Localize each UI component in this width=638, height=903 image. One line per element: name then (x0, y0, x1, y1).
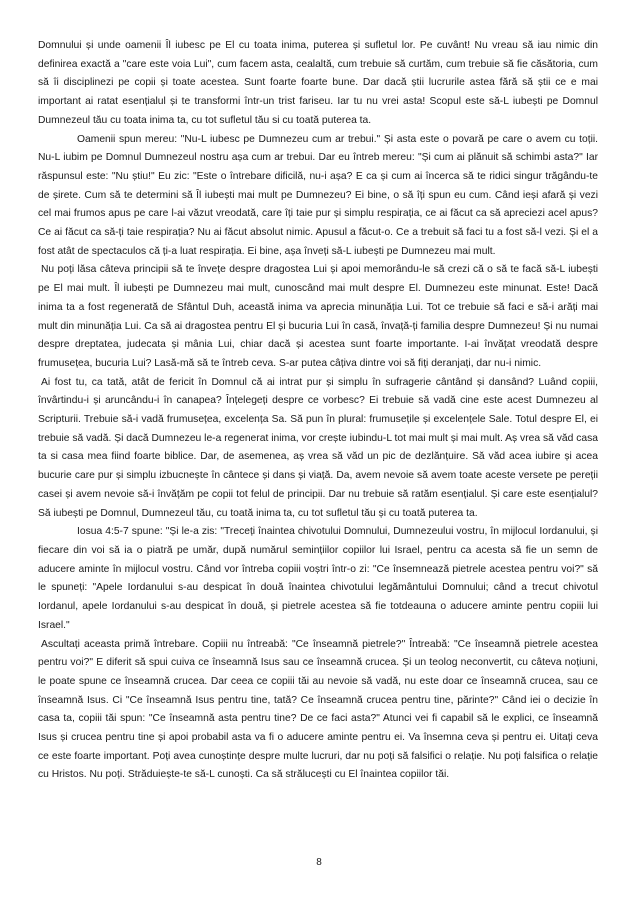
paragraph: Domnului și unde oamenii Îl iubesc pe El cu toata inima, puterea și sufletul lor. Pe cuvânt! Nu vreau să iau nimic din definirea exactă a "care este voia Lui", cum facem asta, cealaltă, cum trebuie să curtăm, cum trebuie să fie căsătoria, cum să îi disciplinezi pe copii și toate acestea. Sunt foarte foarte bune. Dar dacă știi lucrurile astea fără să știi ce e mai important ai ratat esențialul și te transformi într-un trist fariseu. Iar tu nu vrei asta! Scopul este să-L iubești pe Domnul Dumnezeul tău cu toata inima ta, cu tot sufletul tău si cu toată puterea ta. (38, 40, 598, 126)
body-text (38, 37, 598, 785)
paragraph: Iosua 4:5-7 spune: "Și le-a zis: "Treceți înaintea chivotului Domnului, Dumnezeului vostru, în mijlocul Iordanului, și fiecare din voi să ia o piatră pe umăr, după numărul semințiilor copiilor lui Israel, pentru ca acesta să fie un semn de aducere aminte în mijlocul vostru. Când vor întreba copiii voștri într-o zi: "Ce însemnează pietrele acestea pentru voi?" să le spuneți: "Apele Iordanului s-au despicat în două înaintea chivotului legământului Domnului; când a trecut chivotul Iordanul, apele Iordanului s-au despicat în două, și pietrele acestea să fie totdeauna o aducere aminte pentru copiii lui Israel." (38, 526, 598, 631)
page-number: 8 (316, 857, 322, 868)
paragraph: Nu poți lăsa câteva principii să te învețe despre dragostea Lui și apoi memorându-le să crezi că o să te facă să-L iubești pe El mai mult. Îl iubești pe Dumnezeu mai mult, cunoscând mai mult despre El. Dumnezeu este minunat. Este! Dacă inima ta a fost regenerată de Sfântul Duh, această inima va aprecia minunăția Lui. Tot ce trebuie să faci e să-i arăți mai mult din minunăția Lui. Ca să ai dragostea pentru El și bucuria Lui în casă, învață-ți familia despre Dumnezeu! Și nu numai despre dreptatea, judecata și mânia Lui, chiar dacă și acestea sunt foarte importante. I-ai învățat vreodată despre frumusețea, bucuria Lui? Lasă-mă să te întreb ceva. S-ar putea câțiva dintre voi să fiți deranjați, dar nu-i nimic. (38, 264, 598, 369)
paragraph: Oamenii spun mereu: "Nu-L iubesc pe Dumnezeu cum ar trebui." Și asta este o povară pe care o avem cu toții. Nu-L iubim pe Domnul Dumnezeul nostru așa cum ar trebui. Dar eu întreb mereu: "Și cum ai plănuit să schimbi asta?" Iar răspunsul este: "Nu știu!" Eu zic: "Este o întrebare dificilă, nu-i așa? E ca și cum ai încerca să te ridici singur trăgându-te de șirete. Cum să te determini să Îl iubești mai mult pe Dumnezeu? Ei bine, o să îți spun eu cum. Când ieși afară și vezi cel mai frumos apus pe care l-ai văzut vreodată, care îți taie pur și simplu respirația, ce ai făcut ca să apreciezi acel apus? Ce ai făcut ca să-ți taie respirația? Nu ai făcut absolut nimic. Apusul a făcut-o. Ce a trebuit să faci tu a fost să-l vezi. Și el a fost atât de spectaculos că ți-a luat respirația. Ei bine, așa înveți să-L iubești pe Dumnezeu mai mult. (38, 133, 598, 257)
paragraph: Ascultați aceasta primă întrebare. Copiii nu întreabă: "Ce înseamnă pietrele?" Întreabă: "Ce înseamnă pietrele acestea pentru voi?" E diferit să spui cuiva ce înseamnă Isus sau ce înseamnă crucea. Și un teolog neconvertit, cu câteva noțiuni, le poate spune ce înseamnă crucea. Dar ceea ce copiii tăi au nevoie să vadă, nu este doar ce înseamnă crucea, sau ce înseamnă Isus. Ci "Ce înseamnă Isus pentru tine, tată? Ce înseamnă crucea pentru tine, părinte?" Când iei o decizie în casa ta, copiii tăi spun: "Ce înseamnă asta pentru tine? De ce faci asta?" Atunci vei fi capabil să le explici, ce înseamnă Isus și crucea pentru tine și apoi probabil asta va fi o aducere aminte pentru ei. Va însemna ceva și pentru ei. Uitați ceva ce este foarte important. Poți avea cunoștințe despre multe lucruri, dar nu poți să falsifici o relație. Nu poți falsifica o relație cu Hristos. Nu poți. Străduiește-te să-L cunoști. Ca să strălucești cu El înaintea copiilor tăi. (38, 638, 598, 781)
paragraph: Ai fost tu, ca tată, atât de fericit în Domnul că ai intrat pur și simplu în sufragerie cântând și dansând? Luând copiii, învârtindu-i și aruncându-i în canapea? Înțelegeți despre ce vorbesc? Ei trebuie să vadă cine este acest Dumnezeu al Scripturii. Trebuie să-i vadă frumusețea, excelența Sa. Să pun în plural: frumusețile și excelențele Sale. Totul despre El, ei trebuie să vadă. Și dacă Dumnezeu le-a regenerat inima, vor crește iubindu-L tot mai mult și mai mult. Aș vrea să văd casa ta si casa mea fiind foarte biblice. Dar, de asemenea, aș vrea să văd un pic de dezlănțuire. Să văd acea iubire și acea bucurie care pur și simplu izbucnește în cântece și dans și viață. Da, avem nevoie să avem toate aceste versete pe pereții casei și avem nevoie să-i învățăm pe copii tot felul de principii. Dar nu trebuie să ratăm esențialul. Și care este esențialul? Să iubești pe Domnul, Dumnezeul tău, cu toată inima ta, cu tot sufletul tău și cu toată puterea ta. (38, 376, 598, 519)
